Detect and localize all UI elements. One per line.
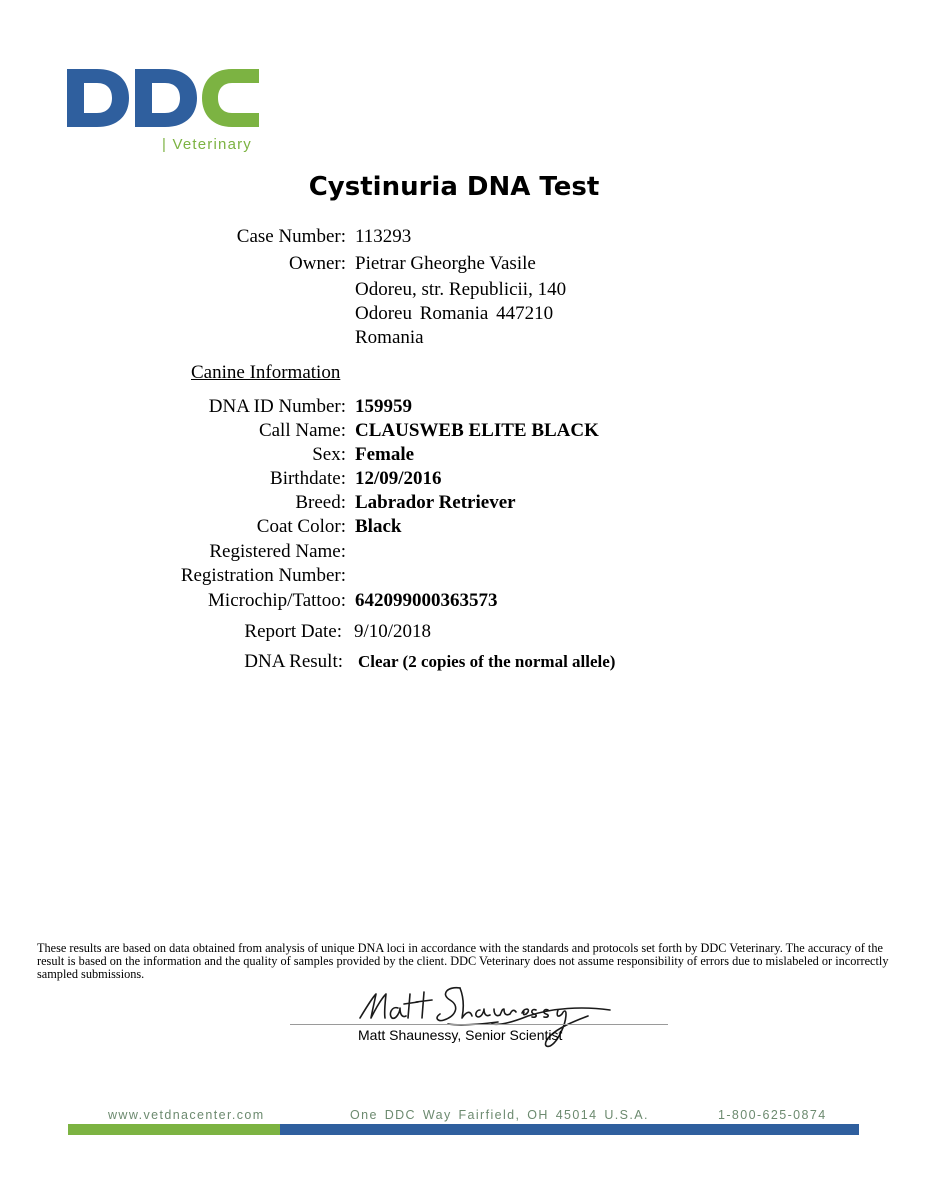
birthdate-label: Birthdate: [270, 468, 346, 489]
owner-label: Owner: [289, 253, 346, 274]
report-date-label: Report Date: [244, 621, 342, 642]
logo-subtitle: | Veterinary [162, 136, 253, 153]
report-date-value: 9/10/2018 [354, 621, 432, 642]
owner-line-1: Pietrar Gheorghe Vasile [355, 253, 536, 274]
owner-line-2: Odoreu, str. Republicii, 140 [355, 279, 567, 300]
call-name-value: CLAUSWEB ELITE BLACK [355, 420, 599, 441]
case-number-value: 113293 [355, 226, 412, 247]
sex-value: Female [355, 444, 415, 465]
coat-color-value: Black [355, 516, 402, 537]
dna-result-label: DNA Result: [244, 651, 343, 672]
disclaimer-text: These results are based on data obtained from analysis of unique DNA loci in accordance with the standards and protocols set forth by DDC Veterinary. The accuracy of the result is based on the information and the quality of samples provided by the client. DDC Veterinary does not assume responsibility of errors due to mislabeled or incorrectly sampled submissions. [37, 941, 889, 981]
page-title: Cystinuria DNA Test [308, 172, 600, 202]
footer-phone: 1-800-625-0874 [718, 1108, 827, 1122]
owner-line-4: Romania [355, 327, 424, 348]
signature-line [290, 1024, 668, 1025]
case-number-label: Case Number: [236, 226, 346, 247]
canine-section-title: Canine Information [191, 362, 341, 383]
breed-value: Labrador Retriever [355, 492, 516, 513]
signature-image [352, 980, 612, 1055]
signature-name-title: Matt Shaunessy, Senior Scientist [358, 1027, 563, 1043]
dna-id-value: 159959 [355, 396, 412, 417]
registration-number-label: Registration Number: [180, 565, 346, 586]
call-name-label: Call Name: [258, 420, 346, 441]
coat-color-label: Coat Color: [256, 516, 346, 537]
footer-website[interactable]: www.vetdnacenter.com [108, 1108, 265, 1122]
owner-line-3: Odoreu Romania 447210 [355, 303, 554, 324]
footer-green-bar [68, 1124, 280, 1135]
registered-name-label: Registered Name: [209, 541, 346, 562]
dna-result-value: Clear (2 copies of the normal allele) [358, 652, 616, 671]
breed-label: Breed: [295, 492, 346, 513]
microchip-value: 642099000363573 [355, 590, 498, 611]
dna-id-label: DNA ID Number: [208, 396, 346, 417]
birthdate-value: 12/09/2016 [355, 468, 442, 489]
footer-blue-bar [280, 1124, 859, 1135]
sex-label: Sex: [312, 444, 346, 465]
footer-address: One DDC Way Fairfield, OH 45014 U.S.A. [350, 1108, 649, 1122]
microchip-label: Microchip/Tattoo: [208, 590, 346, 611]
